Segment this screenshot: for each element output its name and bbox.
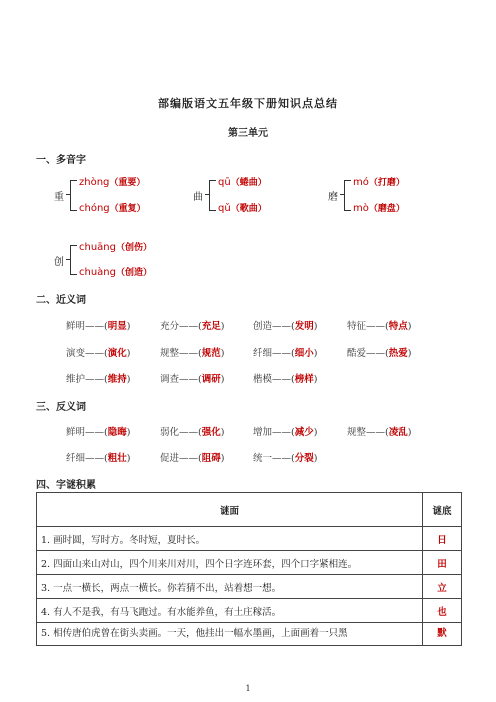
riddle-question: 2. 四面山来山对山，四个川来川对川，四个日字连环套，四个口字紧相连。 (37, 551, 423, 575)
riddle-table (36, 492, 462, 646)
riddle-answer: 日 (423, 527, 462, 551)
poly-reading: zhòng（重要） (79, 177, 146, 188)
brace (70, 180, 77, 211)
synonym-pair: 创造——(发明) (253, 321, 318, 332)
antonym-pair: 增加——(减少) (253, 427, 318, 438)
table-row (37, 623, 462, 646)
poly-reading: chóng（重复） (79, 203, 146, 214)
page-number: 1 (245, 684, 251, 693)
synonym-pair: 楷模——(榜样) (253, 374, 318, 385)
riddle-question: 3. 一点一横长，两点一横长。你若猜不出，站着想一想。 (37, 575, 423, 599)
header-question: 谜面 (37, 493, 423, 527)
synonym-pair: 规整——(规范) (160, 348, 225, 359)
unit-heading: 第三单元 (228, 128, 268, 139)
synonym-pair: 酷爱——(热爱) (347, 348, 412, 359)
table-row (37, 527, 462, 551)
brace (209, 180, 216, 211)
synonym-pair: 充分——(充足) (160, 321, 225, 332)
riddle-answer: 也 (423, 599, 462, 623)
antonym-pair: 纤细——(粗壮) (66, 453, 131, 464)
riddle-answer: 立 (423, 575, 462, 599)
riddle-question: 1. 画时圆，写时方。冬时短，夏时长。 (37, 527, 423, 551)
table-header-row (37, 493, 462, 527)
poly-reading: chuāng（创伤） (79, 242, 153, 253)
riddle-question: 4. 有人不是我，有马飞跑过。有水能养鱼，有土庄稼活。 (37, 599, 423, 623)
section-heading-polyphonic: 一、多音字 (36, 155, 86, 166)
poly-reading: chuàng（创造） (79, 267, 153, 278)
antonym-pair: 规整——(凌乱) (347, 427, 412, 438)
section-heading-antonyms: 三、反义词 (36, 402, 86, 413)
riddle-answer: 默 (423, 623, 462, 646)
section-heading-riddles: 四、字谜积累 (36, 480, 96, 491)
document-title: 部编版语文五年级下册知识点总结 (158, 97, 338, 110)
brace (70, 245, 77, 275)
synonym-pair: 调查——(调研) (160, 374, 225, 385)
header-answer: 谜底 (423, 493, 462, 527)
synonym-pair: 维护——(维持) (66, 374, 131, 385)
brace (344, 180, 351, 211)
antonym-pair: 促进——(阻碍) (160, 453, 225, 464)
synonym-pair: 纤细——(细小) (253, 348, 318, 359)
section-heading-synonyms: 二、近义词 (36, 295, 86, 306)
synonym-pair: 演变——(演化) (66, 348, 131, 359)
table-row (37, 599, 462, 623)
poly-char: 创 (54, 257, 64, 268)
table-row (37, 551, 462, 575)
poly-reading: qǔ（歌曲） (218, 203, 267, 214)
poly-char: 磨 (328, 192, 338, 203)
table-row (37, 575, 462, 599)
poly-reading: mò（磨盘） (353, 203, 405, 214)
riddle-question: 5. 相传唐伯虎曾在街头卖画。一天，他挂出一幅水墨画，上面画着一只黑 (37, 623, 423, 646)
antonym-pair: 鲜明——(隐晦) (66, 427, 131, 438)
poly-reading: mó（打磨） (353, 177, 405, 188)
riddle-answer: 田 (423, 551, 462, 575)
synonym-pair: 特征——(特点) (347, 321, 412, 332)
poly-char: 曲 (193, 192, 203, 203)
poly-reading: qū（蜷曲） (218, 177, 267, 188)
antonym-pair: 弱化——(强化) (160, 427, 225, 438)
poly-char: 重 (54, 192, 64, 203)
antonym-pair: 统一——(分裂) (253, 453, 318, 464)
synonym-pair: 鲜明——(明显) (66, 321, 131, 332)
